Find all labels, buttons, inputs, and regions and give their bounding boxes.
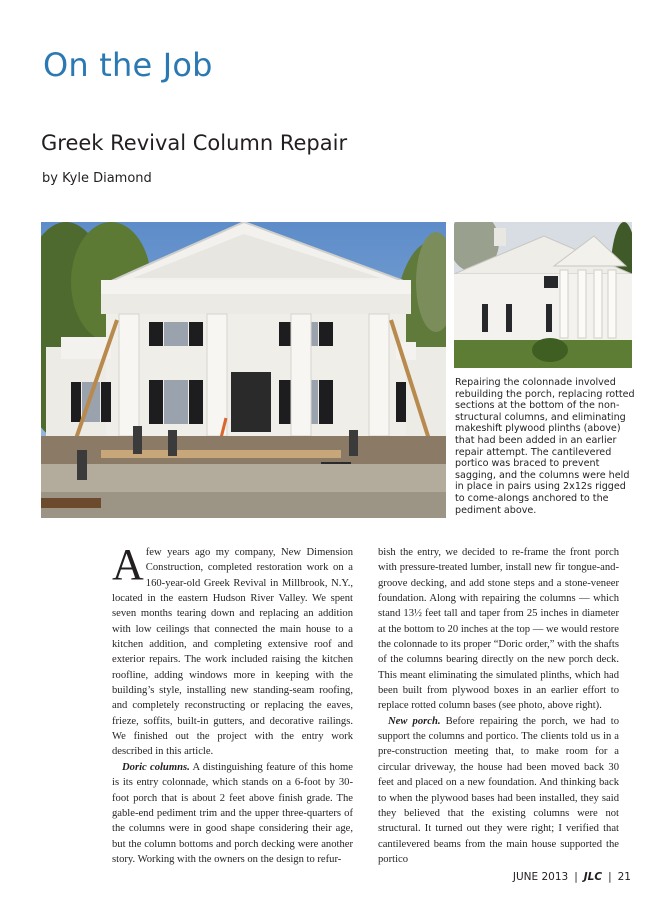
body-paragraph <box>378 714 619 867</box>
issue-date: JUNE 2013 <box>512 871 569 883</box>
photo-caption: Repairing the colonnade involved rebuilding the porch, replacing rotted sections at the bottom of the non-structural columns, and eliminating makeshift plywood plinths (above) that had been added in an earlier repair attempt. The cantilevered portico was braced to prevent sagging, and the columns were held in place in pairs using 2x12s rigged to come-alongs anchored to the pediment above. <box>455 377 635 516</box>
byline: by Kyle Diamond <box>42 171 152 186</box>
drop-cap: A <box>112 540 144 589</box>
body-paragraph <box>378 545 619 714</box>
paragraph-text: Before repairing the porch, we had to support the columns and portico. The clients told us in a pre-construction meeting that, to make room for a circular driveway, the house had been moved back 30 feet and placed on a new foundation. And thinking back to when the plywood bases had been installed, they said they believed that the existing columns were not structural. It turned out they were right; I verified that cantilevered beams from the main house supported the portico <box>378 715 619 865</box>
magazine-brand: JLC <box>583 871 603 883</box>
run-in-head: Doric columns. <box>122 761 190 773</box>
page-number: 21 <box>617 871 631 883</box>
body-paragraph <box>112 540 353 760</box>
body-paragraph <box>112 760 353 867</box>
section-title: On the Job <box>43 46 213 84</box>
body-column-2 <box>378 545 619 867</box>
main-photo-house-facade <box>41 222 446 518</box>
run-in-head: New porch. <box>388 715 441 727</box>
page-folio: JUNE 2013 | JLC | 21 <box>512 871 631 883</box>
body-column-1 <box>112 540 353 867</box>
paragraph-text: few years ago my company, New Dimension Construction, completed restoration work on a 160-year-old Greek Revival in Millbrook, N.Y., located in the eastern Hudson River Valley. We spent seven months tearing down and replacing an addition with low ceilings that connected the main house to a kitchen addition, and completing extensive roof and exterior repairs. The work included raising the kitchen roofline, adding windows more in keeping with the building’s style, installing new standing-seam roofing, and completely reconstructing or replacing the eaves, frieze, soffits, built-in gutters, and decorative railings. We finished out the project with the entry work described in this article. <box>112 547 353 758</box>
inset-photo-earlier-repair <box>454 222 632 368</box>
paragraph-text: bish the entry, we decided to re-frame the front porch with pressure-treated lumber, install new fir tongue-and-groove decking, and add stone steps and a stone-veneer foundation. Along with repairing the columns — which stand 13½ feet tall and taper from 25 inches in diameter at the bottom to 20 inches at the top — we would restore the colonnade to its proper “Doric order,” with the shafts of the columns bearing directly on the new porch deck. This meant eliminating the simulated plinths, which had been built from plywood boxes in an earlier effort to replace rotted column bases (see photo, above right). <box>378 547 619 712</box>
paragraph-text: A distinguishing feature of this home is its entry colonnade, which stands on a 6-foot by 30-foot porch that is about 2 feet above finish grade. The gable-end pediment trim and the upper three-quarters of the columns were in good shape considering their age, but the column bottoms and porch decking were another story. Working with the owners on the design to refur- <box>112 761 353 865</box>
article-title: Greek Revival Column Repair <box>41 131 348 155</box>
